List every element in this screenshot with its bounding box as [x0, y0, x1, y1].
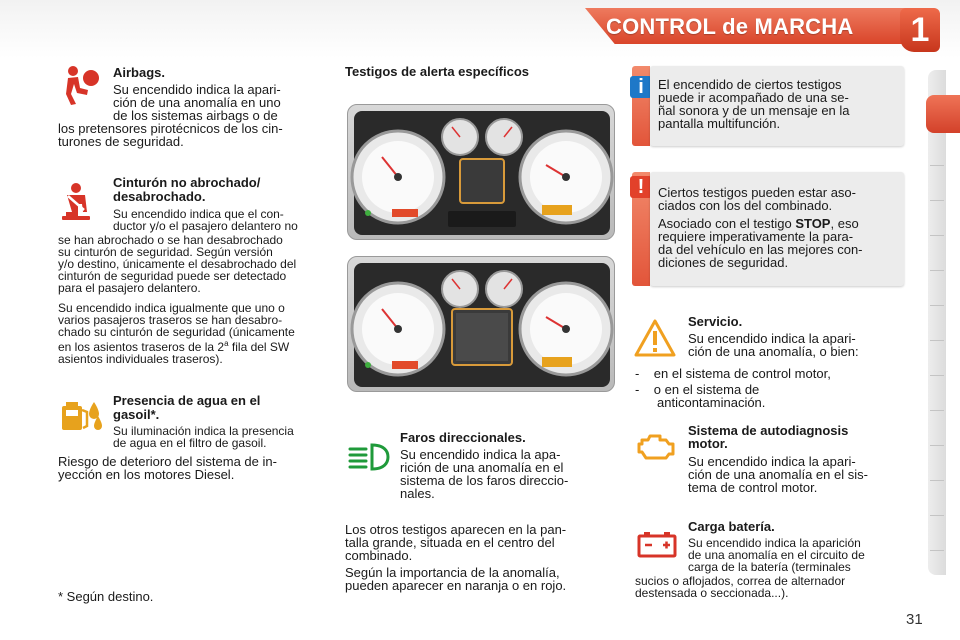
belt-title-2: desabrochado.: [113, 189, 206, 204]
directional-headlights-icon: [346, 441, 390, 473]
text-line: destensada o seccionada...).: [635, 586, 789, 600]
seatbelt-icon: [58, 182, 94, 222]
text-line: Su encendido indica que el con-: [113, 207, 284, 221]
text-line: de una anomalía en el circuito de: [688, 548, 865, 562]
service-warning-icon: [634, 318, 676, 358]
instrument-cluster-drawing: [348, 105, 616, 241]
tab-divider: [930, 410, 944, 411]
text-line: carga de la batería (terminales: [688, 560, 851, 574]
text-line: ductor y/o el pasajero delantero no: [113, 219, 298, 233]
active-chapter-tab[interactable]: [926, 95, 960, 133]
text-line: chado su cinturón de seguridad (únicamente: [58, 325, 295, 339]
battery-icon: [637, 530, 677, 558]
water-title-1: Presencia de agua en el: [113, 393, 261, 408]
text-line: para el pasajero delantero.: [58, 281, 201, 295]
water-in-fuel-icon: [60, 398, 104, 432]
text-line: pueden aparecer en naranja o en rojo.: [345, 578, 567, 593]
text-line: tema de control motor.: [688, 480, 818, 495]
text-line: talla grande, situada en el centro del: [345, 535, 555, 550]
tab-divider: [930, 550, 944, 551]
instrument-cluster-drawing: [348, 257, 616, 393]
text-line: cinturón de seguridad puede ser detectado: [58, 269, 287, 283]
instrument-cluster-image-2: [347, 256, 615, 392]
belt-text-cont: [58, 234, 325, 294]
airbags-text: [113, 83, 325, 122]
text-line: Su encendido indica la apa-: [400, 447, 561, 462]
info-panel: [650, 66, 904, 146]
text-line: nales.: [400, 486, 435, 501]
text-line: turones de seguridad.: [58, 134, 184, 149]
warning-panel-text: [658, 186, 896, 269]
water-text: [113, 425, 325, 449]
text-line: sistema de los faros direccio-: [400, 473, 569, 488]
engine-icon: [636, 430, 676, 462]
service-bullet-1: - en el sistema de control motor,: [635, 366, 831, 381]
text-line: rición de una anomalía en el: [400, 460, 564, 475]
exclamation-icon: !: [630, 176, 652, 198]
text-line: ciados con los del combinado.: [658, 198, 833, 213]
warning-panel: [650, 172, 904, 286]
text-line: Los otros testigos aparecen en la pan-: [345, 522, 567, 537]
text-line: Su encendido indica la aparición: [688, 536, 861, 550]
tab-divider: [930, 200, 944, 201]
tab-divider: [930, 445, 944, 446]
tab-divider: [930, 375, 944, 376]
text-line: Su encendido indica la apari-: [688, 454, 856, 469]
chapter-tab-strip: [928, 70, 946, 575]
tab-divider: [930, 235, 944, 236]
text-line: de agua en el filtro de gasoil.: [113, 436, 267, 450]
text-line: pantalla multifunción.: [658, 116, 781, 131]
text-line: requiere imperativamente la para-: [658, 229, 854, 244]
autodiag-title-2: motor.: [688, 436, 728, 451]
text-line: sucios o aflojados, correa de alternador: [635, 574, 846, 588]
text-line: asientos individuales traseros).: [58, 352, 223, 366]
tab-divider: [930, 480, 944, 481]
text-line: ñal sonora y de un mensaje en la: [658, 103, 850, 118]
text-line: Su iluminación indica la presencia: [113, 424, 294, 438]
tab-divider: [930, 270, 944, 271]
airbag-icon: [58, 64, 102, 106]
text-line: yección en los motores Diesel.: [58, 467, 235, 482]
text-line: de los sistemas airbags o de: [113, 108, 278, 123]
battery-text-cont: [635, 575, 904, 599]
autodiag-title-1: Sistema de autodiagnosis: [688, 423, 849, 438]
section-heading: Testigos de alerta específicos: [345, 64, 529, 79]
text-line: ción de una anomalía en el sis-: [688, 467, 868, 482]
footnote: * Según destino.: [58, 589, 154, 604]
text-line: Su encendido indica la apari-: [113, 82, 281, 97]
tab-divider: [930, 515, 944, 516]
middle-para-1: [345, 523, 615, 562]
text-line: los pretensores pirotécnicos de los cin-: [58, 121, 283, 136]
info-icon: i: [630, 76, 652, 98]
service-title: Servicio.: [688, 314, 743, 329]
service-bullet-2-cont: anticontaminación.: [657, 395, 766, 410]
text-line: diciones de seguridad.: [658, 255, 789, 270]
airbags-text-cont: [58, 122, 325, 148]
belt-text: [113, 208, 325, 232]
text-line: su cinturón de seguridad. Según versión: [58, 245, 273, 259]
belt-text-para2: [58, 302, 325, 365]
text-line: varios pasajeros traseros se han desabro-: [58, 313, 283, 327]
tab-divider: [930, 340, 944, 341]
text-line: Asociado con el testigo STOP, eso: [658, 216, 859, 231]
tab-divider: [930, 165, 944, 166]
text-line: Su encendido indica la apari-: [688, 331, 856, 346]
belt-title-1: Cinturón no abrochado/: [113, 175, 261, 190]
battery-text: [688, 537, 904, 573]
text-line: puede ir acompañado de una se-: [658, 90, 849, 105]
text-line: Ciertos testigos pueden estar aso-: [658, 185, 856, 200]
text-line: Riesgo de deterioro del sistema de in-: [58, 454, 277, 469]
text-line: en los asientos traseros de la 2$^a$ fila del SW: [58, 339, 290, 354]
text-line: da del vehículo en las mejores con-: [658, 242, 863, 257]
page-number: 31: [906, 611, 923, 628]
instrument-cluster-image-1: [347, 104, 615, 240]
info-panel-text: [658, 78, 896, 130]
tab-divider: [930, 305, 944, 306]
text-line: y/o destino, únicamente el desabrochado del: [58, 257, 297, 271]
foglights-text: [400, 448, 615, 500]
page-title: CONTROL de MARCHA: [606, 14, 854, 39]
text-line: se han abrochado o se han desabrochado: [58, 233, 283, 247]
battery-title: Carga batería.: [688, 519, 775, 534]
text-line: ción de una anomalía, o bien:: [688, 344, 859, 359]
text-line: Su encendido indica igualmente que uno o: [58, 301, 285, 315]
chapter-badge[interactable]: 1: [900, 8, 940, 52]
stop-word: STOP: [795, 216, 831, 231]
autodiag-text: [688, 455, 904, 494]
water-title-2: gasoil*.: [113, 407, 160, 422]
text-line: combinado.: [345, 548, 413, 563]
text-line: ción de una anomalía en uno: [113, 95, 281, 110]
water-text-cont: [58, 455, 325, 481]
text-line: El encendido de ciertos testigos: [658, 77, 842, 92]
text-line: Según la importancia de la anomalía,: [345, 565, 560, 580]
middle-para-2: [345, 566, 615, 592]
service-bullet-2: - o en el sistema de: [635, 382, 760, 397]
foglights-title: Faros direccionales.: [400, 430, 526, 445]
airbags-title: Airbags.: [113, 65, 166, 80]
service-text: [688, 332, 904, 358]
